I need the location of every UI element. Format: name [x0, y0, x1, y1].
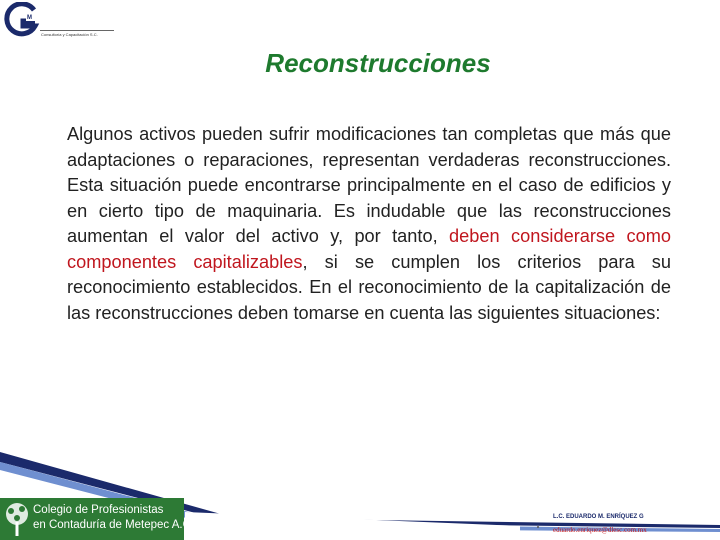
slide-paragraph [67, 122, 671, 326]
paragraph-highlight: deben considerarse como componentes capitalizables [67, 226, 672, 272]
company-logo [4, 2, 114, 42]
paragraph-text-end: , si se cumplen los criterios para su reconocimiento establecidos. En el reconocimiento de la capitalización de las reconstrucciones deben tomarse en cuenta las siguientes situaciones: [67, 251, 672, 323]
logo-g-icon [4, 2, 40, 38]
paragraph-text-start: Algunos activos pueden sufrir modificaciones tan completas que más que adaptaciones o reparaciones, representan verdaderas reconstrucciones. Esta situación puede encontrarse principalmente en el caso de edificios y en cierto tipo de maquinaria. Es indudable que las reconstrucciones aumentan el valor del activo y, por tanto, [67, 124, 671, 246]
college-name [33, 503, 194, 533]
footer-dot [537, 526, 539, 528]
college-logo-band [0, 498, 195, 540]
logo-divider [40, 30, 114, 31]
slide-title: Reconstrucciones [265, 48, 491, 78]
author-name: L.C. EDUARDO M. ENRÍQUEZ G [553, 514, 644, 520]
logo-subtitle: Consultoría y Capacitación S.C. [41, 32, 98, 37]
college-name-line1: Colegio de Profesionistas [33, 504, 164, 516]
tree-icon [2, 500, 32, 538]
svg-text:M: M [27, 15, 32, 21]
author-email: eduardo.enriquez@dlesc.com.mx [553, 526, 647, 534]
college-name-line2: en Contaduría de Metepec A.C. [33, 519, 195, 531]
